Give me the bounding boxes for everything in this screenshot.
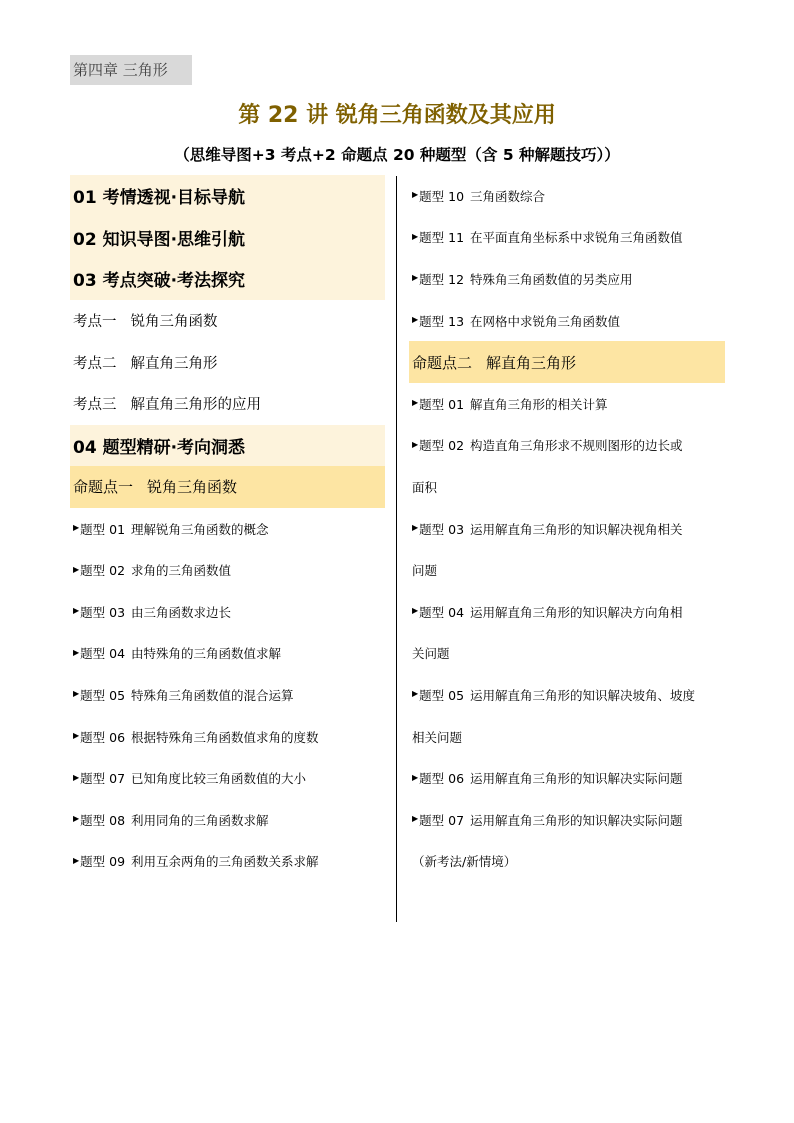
toc-mingti-1[interactable] bbox=[70, 466, 385, 508]
toc-tixing-item[interactable]: ▶ 题型 12 特殊角三角函数值的另类应用 bbox=[412, 271, 633, 287]
toc-mingti-2[interactable] bbox=[409, 341, 725, 383]
triangle-bullet-icon: ▶ bbox=[412, 398, 419, 408]
mingti-text: 锐角三角函数 bbox=[147, 478, 238, 497]
toc-tixing-item[interactable]: ▶ 题型 06 根据特殊角三角函数值求角的度数 bbox=[73, 729, 319, 745]
triangle-bullet-icon: ▶ bbox=[73, 772, 80, 782]
toc-tixing-item[interactable]: ▶ 题型 06 运用解直角三角形的知识解决实际问题 bbox=[412, 771, 683, 787]
triangle-bullet-icon: ▶ bbox=[412, 273, 419, 283]
toc-tixing-item[interactable]: ▶ 题型 05 特殊角三角函数值的混合运算 bbox=[73, 687, 294, 703]
mingti-text: 解直角三角形 bbox=[486, 353, 577, 372]
triangle-bullet-icon: ▶ bbox=[73, 814, 80, 824]
toc-tixing-item[interactable]: ▶ 题型 10 三角函数综合 bbox=[412, 188, 546, 204]
toc-section-3[interactable]: 03 考点突破·考法探究 bbox=[70, 258, 385, 300]
toc-tixing-item[interactable]: ▶ 题型 01 解直角三角形的相关计算 bbox=[412, 396, 608, 412]
toc-right-column bbox=[409, 175, 725, 882]
chapter-label: 第四章 三角形 bbox=[70, 55, 192, 85]
triangle-bullet-icon: ▶ bbox=[412, 315, 419, 325]
kaodian-label: 考点二 bbox=[73, 355, 117, 372]
mingti-label: 命题点二 bbox=[412, 353, 473, 372]
toc-tixing-continuation: （新考法/新情境） bbox=[412, 854, 517, 870]
kaodian-label: 考点三 bbox=[73, 397, 117, 414]
toc-tixing-item[interactable]: ▶ 题型 07 运用解直角三角形的知识解决实际问题 bbox=[412, 812, 683, 828]
toc-tixing-continuation: 面积 bbox=[412, 479, 438, 495]
triangle-bullet-icon: ▶ bbox=[73, 731, 80, 741]
toc-kaodian-2[interactable] bbox=[70, 341, 385, 383]
toc-tixing-item[interactable]: ▶ 题型 02 构造直角三角形求不规则图形的边长或 bbox=[412, 438, 683, 454]
column-divider bbox=[396, 176, 397, 922]
toc-tixing-item[interactable]: ▶ 题型 04 由特殊角的三角函数值求解 bbox=[73, 646, 282, 662]
toc-section-4[interactable]: 04 题型精研·考向洞悉 bbox=[70, 425, 385, 467]
mingti-label: 命题点一 bbox=[73, 478, 134, 497]
toc-kaodian-3[interactable] bbox=[70, 383, 385, 425]
page-title: 第 22 讲 锐角三角函数及其应用 bbox=[238, 103, 556, 128]
kaodian-text: 解直角三角形 bbox=[130, 355, 218, 372]
kaodian-text: 解直角三角形的应用 bbox=[130, 397, 261, 414]
toc-tixing-item[interactable]: ▶ 题型 08 利用同角的三角函数求解 bbox=[73, 812, 269, 828]
triangle-bullet-icon: ▶ bbox=[412, 439, 419, 449]
toc-left-column bbox=[70, 175, 385, 882]
toc-tixing-item[interactable]: ▶ 题型 02 求角的三角函数值 bbox=[73, 563, 232, 579]
toc-kaodian-1[interactable] bbox=[70, 300, 385, 342]
toc-tixing-item[interactable]: ▶ 题型 01 理解锐角三角函数的概念 bbox=[73, 521, 269, 537]
toc-section-2[interactable]: 02 知识导图·思维引航 bbox=[70, 217, 385, 259]
triangle-bullet-icon: ▶ bbox=[73, 689, 80, 699]
toc-section-1[interactable]: 01 考情透视·目标导航 bbox=[70, 175, 385, 217]
page-subtitle: （思维导图+3 考点+2 命题点 20 种题型（含 5 种解题技巧）） bbox=[174, 146, 620, 164]
toc-tixing-item[interactable]: ▶ 题型 05 运用解直角三角形的知识解决坡角、坡度 bbox=[412, 687, 696, 703]
toc-tixing-continuation: 关问题 bbox=[412, 646, 450, 662]
toc-tixing-continuation: 问题 bbox=[412, 563, 438, 579]
toc-tixing-item[interactable]: ▶ 题型 11 在平面直角坐标系中求锐角三角函数值 bbox=[412, 230, 683, 246]
triangle-bullet-icon: ▶ bbox=[412, 231, 419, 241]
triangle-bullet-icon: ▶ bbox=[73, 855, 80, 865]
kaodian-label: 考点一 bbox=[73, 314, 117, 331]
toc-tixing-item[interactable]: ▶ 题型 04 运用解直角三角形的知识解决方向角相 bbox=[412, 604, 683, 620]
triangle-bullet-icon: ▶ bbox=[73, 523, 80, 533]
triangle-bullet-icon: ▶ bbox=[73, 647, 80, 657]
triangle-bullet-icon: ▶ bbox=[412, 689, 419, 699]
triangle-bullet-icon: ▶ bbox=[412, 606, 419, 616]
toc-tixing-item[interactable]: ▶ 题型 07 已知角度比较三角函数值的大小 bbox=[73, 771, 307, 787]
toc-tixing-item[interactable]: ▶ 题型 09 利用互余两角的三角函数关系求解 bbox=[73, 854, 319, 870]
triangle-bullet-icon: ▶ bbox=[412, 190, 419, 200]
triangle-bullet-icon: ▶ bbox=[73, 606, 80, 616]
toc-tixing-item[interactable]: ▶ 题型 03 运用解直角三角形的知识解决视角相关 bbox=[412, 521, 683, 537]
toc-tixing-item[interactable]: ▶ 题型 03 由三角函数求边长 bbox=[73, 604, 232, 620]
toc-tixing-continuation: 相关问题 bbox=[412, 729, 463, 745]
triangle-bullet-icon: ▶ bbox=[412, 772, 419, 782]
toc-tixing-item[interactable]: ▶ 题型 13 在网格中求锐角三角函数值 bbox=[412, 313, 621, 329]
kaodian-text: 锐角三角函数 bbox=[130, 314, 218, 331]
triangle-bullet-icon: ▶ bbox=[412, 523, 419, 533]
triangle-bullet-icon: ▶ bbox=[412, 814, 419, 824]
triangle-bullet-icon: ▶ bbox=[73, 564, 80, 574]
